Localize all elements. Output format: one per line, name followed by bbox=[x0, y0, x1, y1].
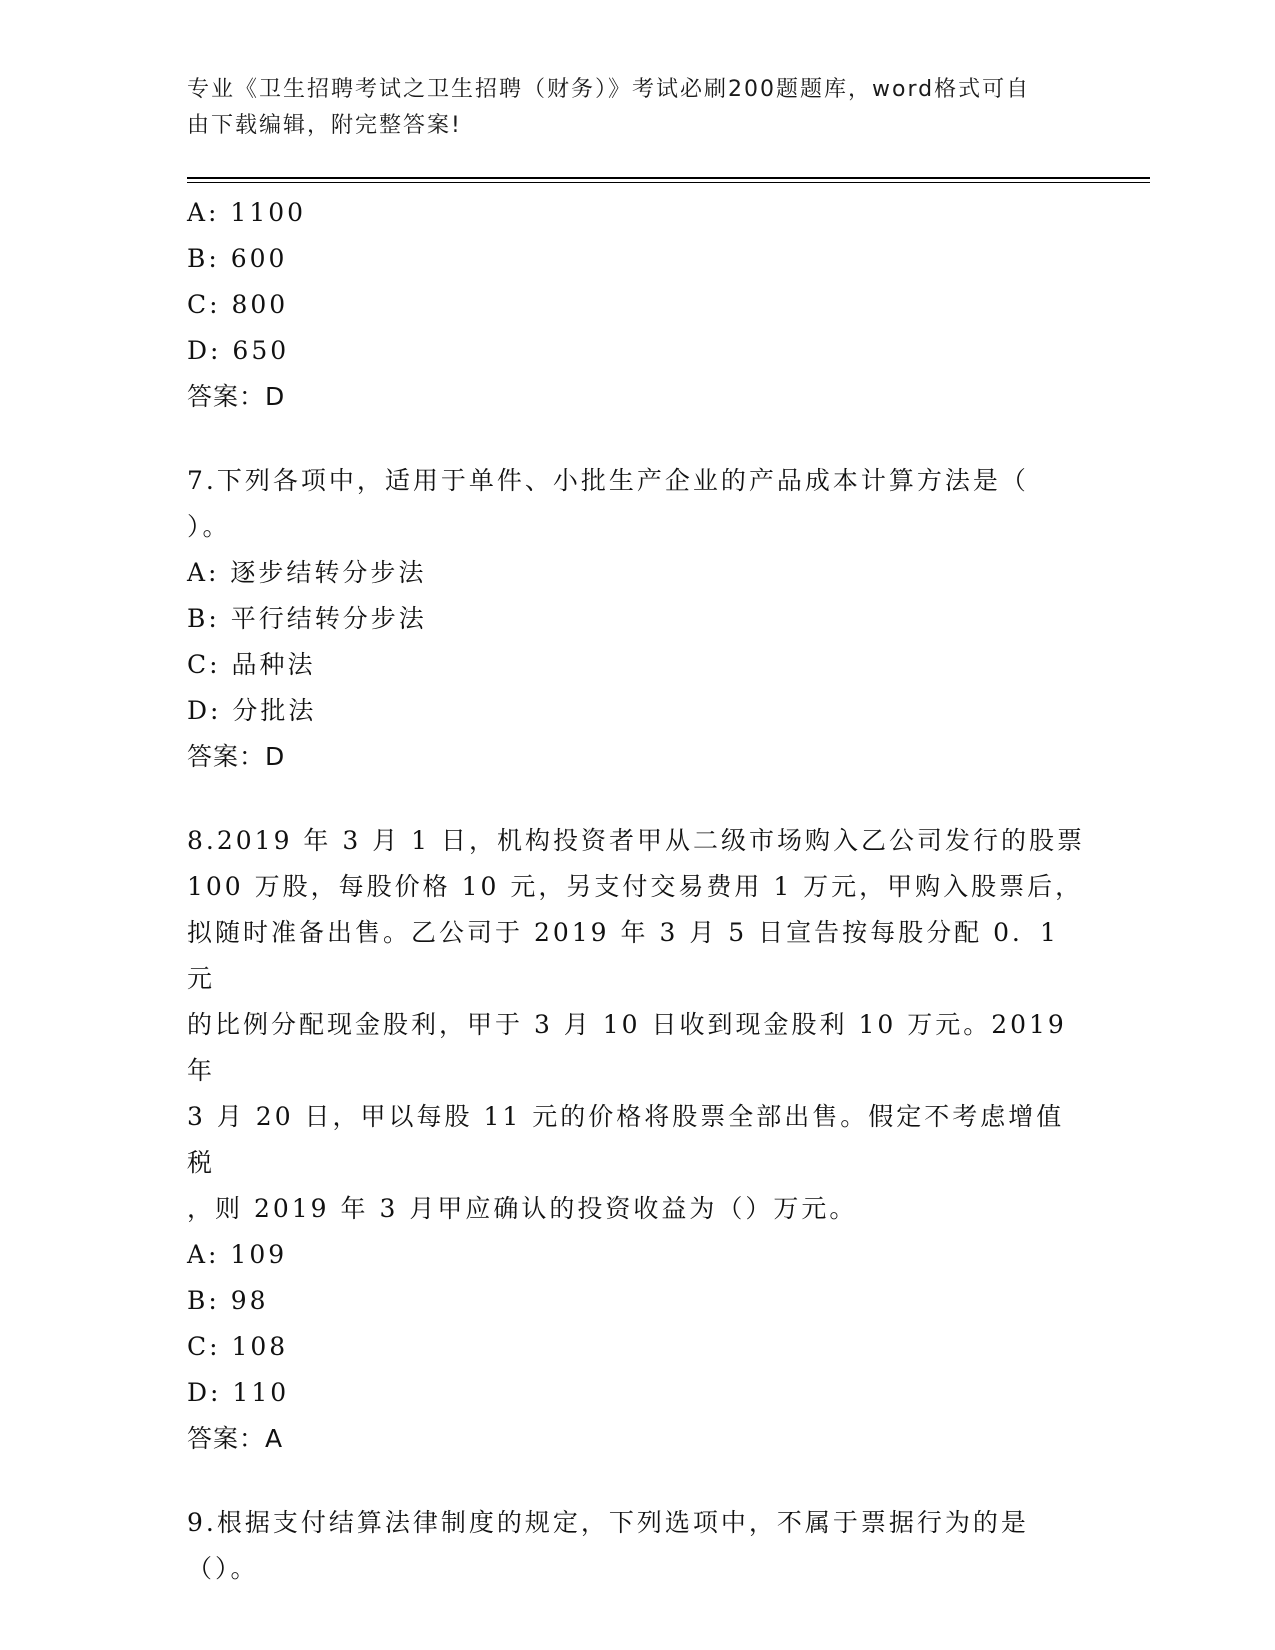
option-b: B: 98 bbox=[187, 1286, 269, 1315]
question-6 bbox=[187, 190, 1087, 420]
question-text-line: 拟随时准备出售。乙公司于 2019 年 3 月 5 日宣告按每股分配 0．1 元 bbox=[187, 918, 1059, 993]
header-divider-thin bbox=[187, 182, 1150, 183]
answer: 答案：A bbox=[187, 1424, 284, 1453]
option-c: C: 品种法 bbox=[187, 650, 316, 679]
option-d: D: 分批法 bbox=[187, 696, 317, 725]
option-a: A: 1100 bbox=[187, 198, 307, 227]
spacer bbox=[187, 1462, 1087, 1500]
option-c: C: 800 bbox=[187, 290, 289, 319]
question-7 bbox=[187, 458, 1087, 780]
question-text-line: 的比例分配现金股利，甲于 3 月 10 日收到现金股利 10 万元。2019 年 bbox=[187, 1010, 1067, 1085]
option-d: D: 650 bbox=[187, 336, 290, 365]
document-body bbox=[187, 190, 1087, 1592]
document-header bbox=[187, 72, 1087, 144]
question-text-line: 8.2019 年 3 月 1 日，机构投资者甲从二级市场购入乙公司发行的股票 bbox=[187, 826, 1086, 855]
question-text-line: （）。 bbox=[187, 1554, 259, 1583]
answer: 答案：D bbox=[187, 742, 286, 771]
option-d: D: 110 bbox=[187, 1378, 290, 1407]
question-text-line: 3 月 20 日，甲以每股 11 元的价格将股票全部出售。假定不考虑增值税 bbox=[187, 1102, 1065, 1177]
header-line-2: 由下载编辑，附完整答案! bbox=[187, 113, 462, 138]
option-a: A: 109 bbox=[187, 1240, 288, 1269]
question-8 bbox=[187, 818, 1087, 1462]
option-a: A: 逐步结转分步法 bbox=[187, 558, 427, 587]
option-b: B: 600 bbox=[187, 244, 288, 273]
question-text-line: ，则 2019 年 3 月甲应确认的投资收益为（）万元。 bbox=[187, 1194, 858, 1223]
question-9 bbox=[187, 1500, 1087, 1592]
answer: 答案：D bbox=[187, 382, 286, 411]
option-b: B: 平行结转分步法 bbox=[187, 604, 427, 633]
header-line-1: 专业《卫生招聘考试之卫生招聘（财务）》考试必刷200题题库，word格式可自 bbox=[187, 77, 1031, 102]
spacer bbox=[187, 420, 1087, 458]
option-c: C: 108 bbox=[187, 1332, 289, 1361]
question-text-line: 9.根据支付结算法律制度的规定，下列选项中，不属于票据行为的是 bbox=[187, 1508, 1029, 1537]
spacer bbox=[187, 780, 1087, 818]
header-divider-thick bbox=[187, 177, 1150, 179]
question-text-line: 7.下列各项中，适用于单件、小批生产企业的产品成本计算方法是（ bbox=[187, 466, 1029, 495]
question-text-line: 100 万股，每股价格 10 元，另支付交易费用 1 万元，甲购入股票后， bbox=[187, 872, 1084, 901]
question-text-line: ）。 bbox=[187, 512, 231, 541]
